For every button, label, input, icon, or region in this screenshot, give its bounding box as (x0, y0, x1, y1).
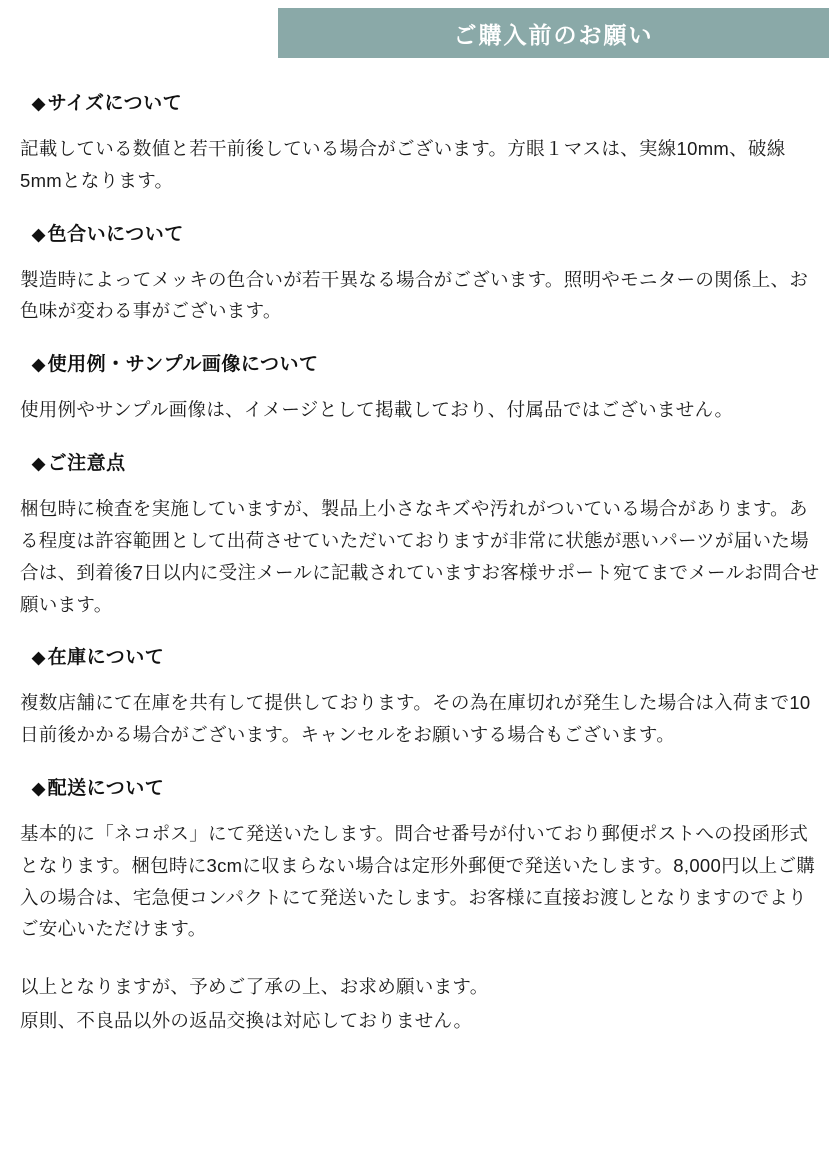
diamond-icon: ◆ (32, 778, 46, 798)
closing-note (20, 971, 823, 1037)
section-body: 記載している数値と若干前後している場合がございます。方眼１マスは、実線10mm、破線5mmとなります。 (20, 138, 786, 191)
section-sample-image (14, 349, 823, 426)
section-heading-label: 配送について (47, 777, 165, 799)
section-caution (14, 448, 823, 620)
section-body: 製造時によってメッキの色合いが若干異なる場合がございます。照明やモニターの関係上、お色味が変わる事がございます。 (20, 268, 809, 322)
section-color (14, 219, 823, 328)
section-heading (32, 642, 823, 669)
closing-line-2: 原則、不良品以外の返品交換は対応しておりません。 (20, 1010, 473, 1031)
closing-line-1: 以上となりますが、予めご了承の上、お求め願います。 (20, 976, 489, 998)
section-stock (14, 642, 823, 751)
section-heading-label: 在庫について (47, 647, 165, 669)
section-heading (32, 773, 823, 800)
diamond-icon: ◆ (32, 224, 46, 244)
section-heading (32, 448, 823, 475)
page-banner (278, 8, 829, 58)
diamond-icon: ◆ (32, 94, 46, 113)
diamond-icon: ◆ (32, 355, 46, 375)
section-heading-label: 使用例・サンプル画像について (47, 354, 319, 376)
section-body: 複数店舗にて在庫を共有して提供しております。その為在庫切れが発生した場合は入荷まで10日前後かかる場合がございます。キャンセルをお願いする場合もございます。 (20, 692, 811, 746)
diamond-icon: ◆ (32, 648, 46, 668)
section-heading (32, 219, 823, 246)
section-heading-label: ご注意点 (47, 453, 126, 475)
section-body: 基本的に「ネコポス」にて発送いたします。問合せ番号が付いており郵便ポストへの投函形式となります。梱包時に3cmに収まらない場合は定形外郵便で発送いたします。8,000円以上ご購入の場合は、宅急便コンパクトにて発送いたします。お客様に直接お渡しとなりますのでよりご安心いただけます。 (20, 822, 816, 940)
section-heading-label: サイズについて (47, 93, 183, 114)
notice-content (0, 66, 837, 1037)
section-size (14, 88, 823, 197)
section-heading (32, 88, 823, 115)
section-heading-label: 色合いについて (47, 223, 184, 245)
section-body: 使用例やサンプル画像は、イメージとして掲載しており、付属品ではございません。 (20, 399, 734, 421)
section-body: 梱包時に検査を実施していますが、製品上小さなキズや汚れがついている場合があります。ある程度は許容範囲として出荷させていただいておりますが非常に状態が悪いパーツが届いた場合は、到着後7日以内に受注メールに記載されていますお客様サポート宛てまでメールお問合せ願います。 (20, 498, 820, 615)
section-shipping (14, 773, 823, 945)
page-title: ご購入前のお願い (453, 21, 654, 48)
section-heading (32, 349, 823, 376)
diamond-icon: ◆ (32, 454, 46, 474)
